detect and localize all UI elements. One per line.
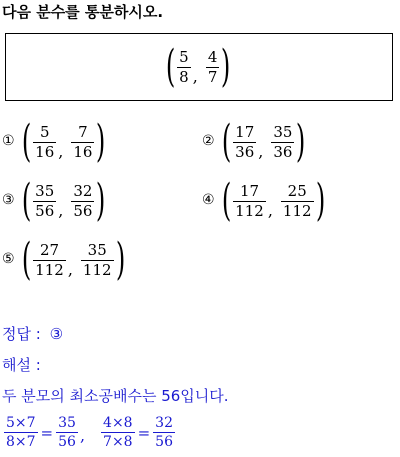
answer-line	[2, 323, 63, 344]
numerator: 4	[207, 47, 218, 66]
calc-fraction: $\frac{5\times 7}{8\times 7}$	[6, 415, 36, 450]
calc-fraction: $\frac{4\times 8}{7\times 8}$	[103, 415, 133, 450]
choice-fraction: $\frac{25}{112}$	[282, 181, 312, 220]
choice-4[interactable]: ( $\frac{17}{112}$ , $\frac{25}{112}$ )	[221, 175, 325, 226]
choice-4-label[interactable]: ④	[202, 192, 215, 208]
calc-fraction: $\frac{32}{56}$	[155, 415, 173, 450]
explanation-calculation: $\frac{5\times 7}{8\times 7}$ = $\frac{35}{56}$ , $\frac{4\times 8}{7\times 8}$ = $\frac{32}{56}$	[6, 415, 173, 450]
answer-label: 정답 :	[2, 325, 41, 343]
given-fraction-a	[177, 48, 191, 87]
choice-fraction: $\frac{17}{112}$	[235, 181, 264, 220]
given-fraction-pair	[166, 42, 231, 92]
choice-1[interactable]: ( $\frac{5}{16}$ , $\frac{7}{16}$ )	[21, 116, 106, 167]
equals-sign: =	[40, 423, 54, 442]
choice-fraction: $\frac{27}{112}$	[35, 240, 64, 279]
choice-fraction: $\frac{35}{36}$	[273, 122, 293, 161]
choice-fraction: $\frac{35}{56}$	[35, 181, 55, 220]
explanation-label: 해설 :	[2, 356, 41, 374]
question-box	[5, 33, 393, 101]
choice-fraction: $\frac{7}{16}$	[73, 122, 93, 161]
choice-fraction: $\frac{17}{36}$	[235, 122, 255, 161]
numerator: 5	[179, 47, 189, 66]
choice-5-label[interactable]: ⑤	[2, 251, 15, 267]
choice-fraction: $\frac{32}{56}$	[73, 181, 93, 220]
denominator: 8	[179, 67, 189, 86]
choice-fraction: $\frac{35}{112}$	[82, 240, 112, 279]
question-title: 다음 분수를 통분하시오.	[2, 3, 164, 21]
separator: ,	[192, 67, 198, 86]
equals-sign: =	[137, 423, 151, 442]
choice-2-label[interactable]: ②	[202, 133, 215, 149]
left-paren: (	[165, 41, 176, 92]
choice-1-label[interactable]: ①	[2, 133, 15, 149]
choice-5[interactable]: ( $\frac{27}{112}$ , $\frac{35}{112}$ )	[21, 234, 125, 285]
given-fraction-b	[206, 48, 220, 87]
right-paren: )	[221, 41, 231, 92]
denominator: 7	[207, 67, 218, 86]
answer-value: ③	[49, 325, 64, 343]
choice-3[interactable]: ( $\frac{35}{56}$ , $\frac{32}{56}$ )	[21, 175, 106, 226]
choice-2[interactable]: ( $\frac{17}{36}$ , $\frac{35}{36}$ )	[221, 116, 306, 167]
explanation-text: 두 분모의 최소공배수는 56입니다.	[2, 387, 229, 405]
choice-3-label[interactable]: ③	[2, 192, 15, 208]
calc-fraction: $\frac{35}{56}$	[58, 415, 76, 450]
choice-fraction: $\frac{5}{16}$	[35, 122, 55, 161]
